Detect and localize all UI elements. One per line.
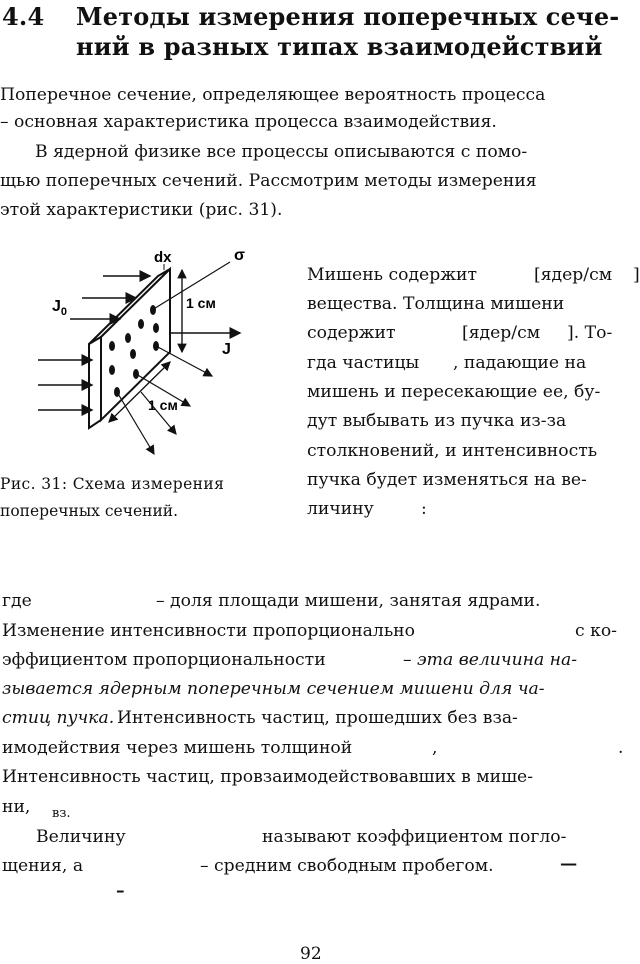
side-line: столкновений, и интенсивность [307,441,598,461]
main-line: где [2,591,32,611]
intro-line: – основная характеристика процесса взаимодействия. [0,112,497,132]
main-line: Интенсивность частиц, прошедших без вза- [117,708,518,728]
main-line: Изменение интенсивности пропорционально [2,621,415,641]
main-line: имодействия через мишень толщиной [2,738,353,758]
main-line: эффициентом пропорциональности [2,650,326,670]
label-sigma: σ [234,247,245,264]
figure-caption-line1: Рис. 31: Схема измерения [0,475,225,493]
label-1cm-bottom: 1 см [148,397,178,413]
side-line: ] [633,265,640,285]
side-line: Мишень содержит [307,265,477,285]
intro-line: этой характеристики (рис. 31). [0,200,283,220]
side-line: содержит [307,323,396,343]
intro-line: щью поперечных сечений. Рассмотрим методы измерения [0,171,537,191]
label-1cm-top: 1 см [186,295,216,311]
main-line: Величину [36,827,126,847]
intro-line: В ядерной физике все процессы описываются с помо- [35,142,528,162]
main-line: – доля площади мишени, занятая ядрами. [156,591,541,611]
side-line: вещества. Толщина мишени [307,294,565,314]
main-line: — [560,854,578,874]
figure-caption-line2: поперечных сечений. [0,502,179,520]
intro-line: Поперечное сечение, определяющее вероятность процесса [0,85,546,105]
main-line: – средним свободным пробегом. [200,856,494,876]
cross-section-figure [0,244,290,474]
side-line: пучка будет изменяться на ве- [307,470,587,490]
side-line: дут выбывать из пучка из-за [307,411,567,431]
page-number: 92 [300,944,322,964]
main-line: с ко- [575,621,617,641]
label-dx: dx [154,249,172,266]
main-line: щения, а [2,856,84,876]
label-j: J [222,341,231,358]
label-j0-subscript: 0 [60,306,68,318]
side-line: , падающие на [453,353,587,373]
main-paragraph [0,588,625,908]
main-line: – [116,881,125,901]
main-line: . [618,738,624,758]
side-line: [ядер/см [462,323,541,343]
main-line: ни, [2,797,31,817]
main-line: вз. [52,806,71,821]
side-line: ]. То- [567,323,613,343]
main-line: зывается ядерным поперечным сечением мишени для ча- [2,679,545,699]
main-line: – эта величина на- [403,650,578,670]
side-line: : [421,499,427,519]
side-line: [ядер/см [534,265,613,285]
side-paragraph [307,262,640,532]
section-title-line2: ний в разных типах взаимодействий [76,32,603,61]
label-j0: $J_0$ [52,298,68,318]
main-line: называют коэффициентом погло- [262,827,567,847]
main-line: Интенсивность частиц, провзаимодействовавших в мише- [2,767,534,787]
main-line: стиц пучка. [2,708,115,728]
section-number: 4.4 [2,2,45,31]
side-line: гда частицы [307,353,420,373]
side-line: личину [307,499,374,519]
main-line: , [432,738,438,758]
section-title-line1: Методы измерения поперечных сече- [76,2,620,31]
side-line: мишень и пересекающие ее, бу- [307,382,601,402]
